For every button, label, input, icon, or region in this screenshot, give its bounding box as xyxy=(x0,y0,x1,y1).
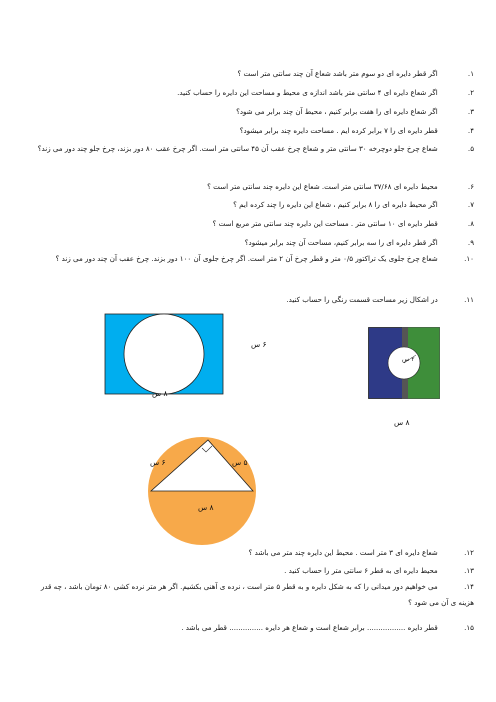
fig1-width-label: ۸ س xyxy=(152,389,168,398)
question-12: ۱۲. شعاع دایره ای ۳ متر است . محیط این دایره چند متر می باشد ؟ xyxy=(248,548,474,557)
question-13: ۱۳. محیط دایره ای به قطر ۶ سانتی متر را حساب کنید . xyxy=(284,566,474,575)
fig3-right-label: ۵ س xyxy=(232,458,248,467)
question-8: ۸. قطر دایره ای ۱۰ سانتی متر . مساحت این دایره چند سانتی متر مربع است ؟ xyxy=(212,219,474,228)
circle-triangle-figure xyxy=(146,436,258,546)
question-10: ۱۰. شعاع چرخ جلوی یک تراکتور ۰/۵ متر و قطر چرخ آن ۲ متر است. اگر چرخ جلوی آن ۱۰۰ دور بزند. چرخ عقب آن چند دور می زند ؟ xyxy=(55,254,474,263)
question-15: ۱۵. قطر دایره ................. برابر شعاع است و شعاع هر دایره ............... قطر می باشد . xyxy=(181,623,474,632)
question-2: ۲. اگر شعاع دایره ای ۴ سانتی متر باشد اندازه ی محیط و مساحت این دایره را حساب کنید. xyxy=(177,88,474,97)
question-11: ۱۱. در اشکال زیر مساحت قسمت رنگی را حساب کنید. xyxy=(286,295,474,304)
question-4: ۴. قطر دایره ای را ۷ برابر کرده ایم . مساحت دایره چند برابر میشود؟ xyxy=(239,126,474,135)
question-14: ۱۴. می خواهیم دور میدانی را که به شکل دایره و به قطر ۵ متر است ، نرده ی آهنی بکشیم. اگر هر متر نرده کشی ۸۰ تومان باشد ، چه قدر هزینه ی آن می شود ؟ xyxy=(40,582,474,607)
square-circle-figure xyxy=(368,327,440,399)
question-9: ۹. اگر قطر دایره ای را سه برابر کنیم، مساحت آن چند برابر میشود؟ xyxy=(244,238,474,247)
fig2-side-label: ۸ س xyxy=(394,418,410,427)
question-7: ۷. اگر محیط دایره ای را ۸ برابر کنیم ، شعاع این دایره را چند کرده ایم ؟ xyxy=(233,200,474,209)
question-1: ۱. اگر قطر دایره ای دو سوم متر باشد شعاع آن چند سانتی متر است ؟ xyxy=(237,69,474,78)
fig3-left-label: ۶ س xyxy=(150,458,166,467)
fig1-height-label: ۶ س xyxy=(251,340,267,349)
fig3-base-label: ۸ س xyxy=(198,503,214,512)
fig2-radius-label: ۲ س xyxy=(402,356,415,363)
rectangle-circle-figure xyxy=(104,313,224,395)
question-3: ۳. اگر شعاع دایره ای را هفت برابر کنیم ، محیط آن چند برابر می شود؟ xyxy=(236,107,474,116)
question-5: ۵. شعاع چرخ جلو دوچرخه ۳۰ سانتی متر و شعاع چرخ عقب آن ۴۵ سانتی متر است. اگر چرخ عقب ۸۰ دور بزند، چرخ جلو چند دور می زند؟ xyxy=(37,144,474,153)
question-6: ۶. محیط دایره ای ۳۷/۶۸ سانتی متر است. شعاع این دایره چند سانتی متر است ؟ xyxy=(207,182,474,191)
